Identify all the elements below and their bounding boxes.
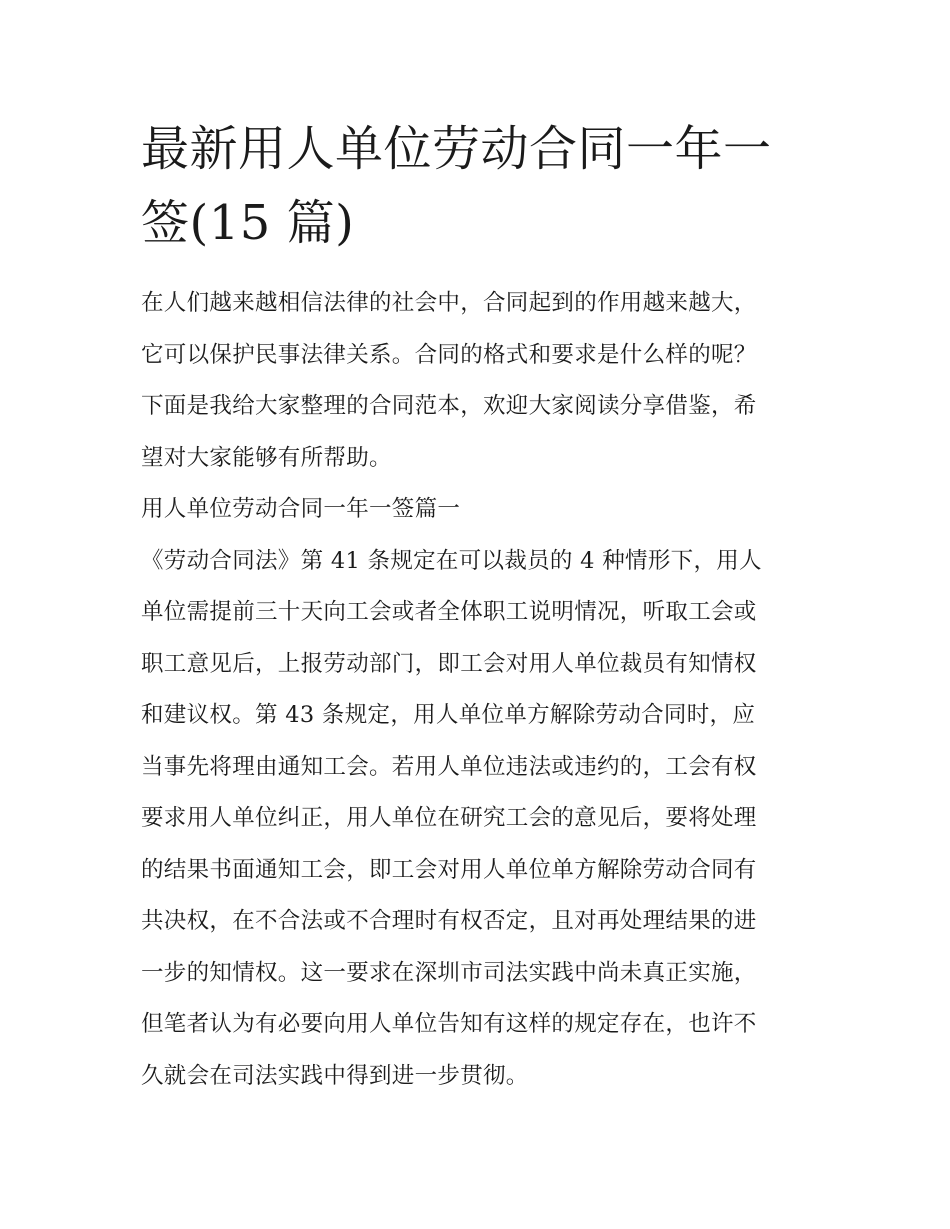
section-line: 当事先将理由通知工会。若用人单位违法或违约的，工会有权 (141, 753, 757, 780)
section-line: 单位需提前三十天向工会或者全体职工说明情况，听取工会或 (141, 599, 757, 625)
section-line: 《劳动合同法》第 41 条规定在可以裁员的 4 种情形下，用人 (141, 547, 762, 574)
section-line: 但笔者认为有必要向用人单位告知有这样的规定存在，也许不 (141, 1011, 757, 1037)
intro-paragraph (141, 278, 813, 484)
document-page (141, 112, 813, 1102)
section-line: 要求用人单位纠正，用人单位在研究工会的意见后，要将处理 (141, 805, 757, 831)
section-line: 和建议权。第 43 条规定，用人单位单方解除劳动合同时，应 (141, 702, 756, 728)
intro-line: 它可以保护民事法律关系。合同的格式和要求是什么样的呢？ (141, 341, 757, 368)
title-line-1: 最新用人单位劳动合同一年一 (141, 121, 772, 177)
section-line: 共决权，在不合法或不合理时有权否定，且对再处理结果的进 (141, 908, 757, 934)
section-line: 一步的知情权。这一要求在深圳市司法实践中尚未真正实施， (141, 959, 757, 986)
intro-line: 在人们越来越相信法律的社会中，合同起到的作用越来越大， (141, 290, 757, 316)
title-line-2: 签(15 篇) (141, 195, 355, 251)
section-line: 职工意见后，上报劳动部门，即工会对用人单位裁员有知情权 (141, 650, 757, 677)
intro-line: 下面是我给大家整理的合同范本，欢迎大家阅读分享借鉴，希 (141, 393, 757, 419)
document-title (141, 112, 813, 260)
section-line: 的结果书面通知工会，即工会对用人单位单方解除劳动合同有 (141, 856, 757, 883)
section-line: 久就会在司法实践中得到进一步贯彻。 (141, 1062, 529, 1089)
intro-line: 望对大家能够有所帮助。 (141, 444, 392, 471)
section-paragraph (141, 536, 813, 1103)
section-heading: 用人单位劳动合同一年一签篇一 (141, 496, 461, 522)
